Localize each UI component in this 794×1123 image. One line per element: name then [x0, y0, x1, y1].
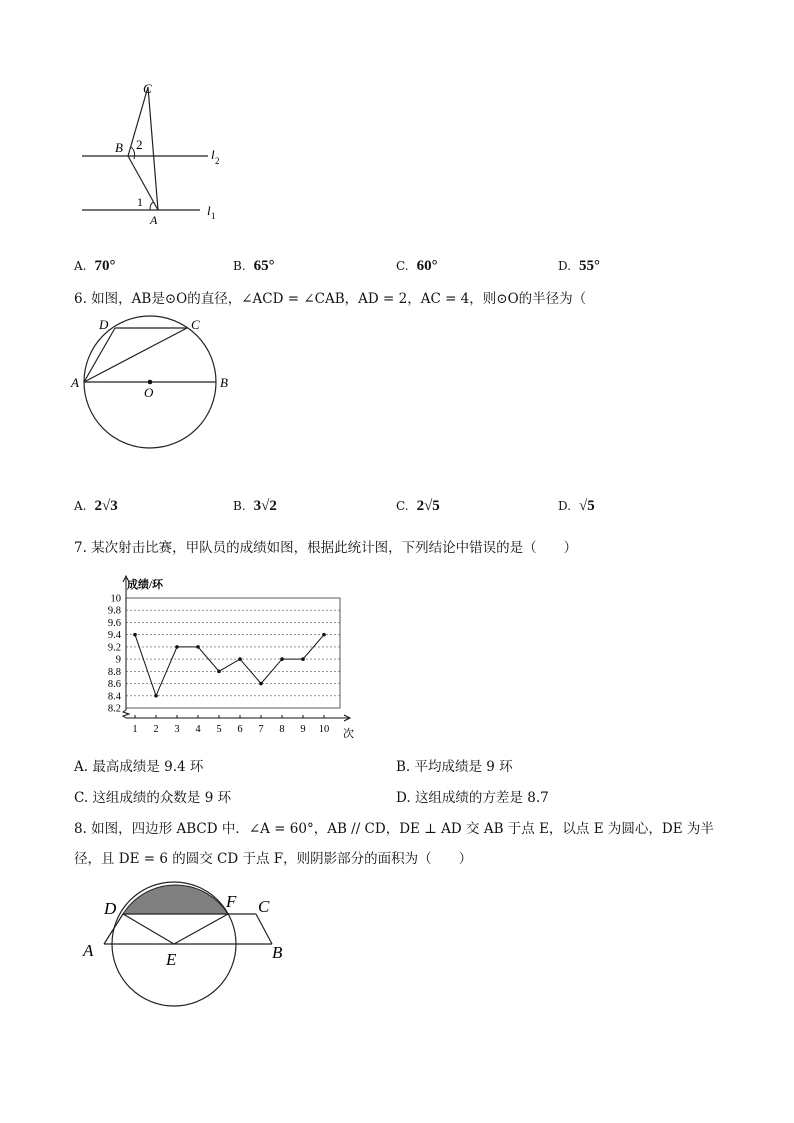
chart-x-tick-label: 1	[132, 724, 138, 735]
chart-x-tick-label: 8	[279, 724, 285, 735]
chart-x-tick-label: 2	[153, 724, 159, 735]
q8-figure	[80, 872, 300, 1017]
segment-ca	[148, 87, 158, 210]
option-value: 3√2	[253, 498, 277, 514]
label-d: D	[104, 899, 117, 918]
label-c: C	[258, 897, 270, 916]
label-b: B	[115, 140, 123, 155]
chart-x-axis-label: 次	[343, 728, 354, 740]
option-letter: C.	[74, 790, 89, 806]
option-value: √5	[579, 498, 595, 514]
label-b: B	[272, 943, 283, 962]
option-value: 65°	[253, 258, 275, 274]
chart-data-point	[154, 694, 158, 698]
option-letter: C.	[396, 259, 409, 273]
q7-line-chart	[98, 572, 368, 742]
chart-x-tick-label: 6	[237, 724, 243, 735]
chart-y-tick-label: 8.8	[107, 666, 121, 678]
chart-y-tick-label: 9.6	[107, 617, 121, 629]
option-letter: C.	[396, 499, 409, 513]
chart-y-tick-label: 10	[110, 593, 121, 605]
chart-y-tick-label: 9.8	[107, 605, 121, 617]
chart-y-tick-label: 9.2	[107, 642, 121, 654]
option-value: 2√3	[94, 498, 118, 514]
chart-y-tick-label: 8.2	[107, 703, 121, 715]
q6-option-a[interactable]	[74, 495, 118, 515]
chart-series-line	[135, 635, 324, 696]
q6-option-c[interactable]	[396, 495, 440, 515]
label-angle-1: 1	[137, 195, 143, 209]
label-c: C	[143, 81, 152, 96]
option-text: 最高成绩是 9.4 环	[92, 759, 204, 775]
chart-y-ticks	[108, 594, 122, 715]
option-letter: B.	[396, 759, 411, 775]
option-letter: D.	[558, 499, 572, 513]
q6-option-b[interactable]	[233, 495, 277, 515]
label-l1: l	[207, 203, 211, 218]
chart-data-point	[196, 645, 200, 649]
option-letter: B.	[233, 499, 246, 513]
chart-series	[133, 633, 326, 698]
option-value: 60°	[416, 258, 438, 274]
q7-option-a[interactable]	[74, 755, 203, 775]
segment-ef	[174, 914, 228, 944]
option-letter: B.	[233, 259, 246, 273]
chart-x-tick-label: 4	[195, 724, 201, 735]
chart-y-tick-label: 9	[115, 654, 121, 666]
q5-option-d[interactable]	[558, 255, 600, 275]
chart-x-tick-label: 3	[174, 724, 180, 735]
label-angle-2: 2	[136, 137, 143, 152]
label-b: B	[220, 375, 228, 390]
option-value: 55°	[579, 258, 601, 274]
chart-y-axis-label: 成绩/环	[127, 579, 164, 591]
q6-figure	[68, 312, 238, 472]
option-letter: A.	[74, 759, 89, 775]
option-text: 这组成绩的众数是 9 环	[92, 790, 232, 806]
q6-question: 6. 如图，AB是⊙O的直径，∠ACD = ∠CAB，AD = 2，AC = 4，则⊙O的半径为（	[74, 291, 587, 307]
chart-x-tick-label: 9	[300, 724, 306, 735]
q7-option-b[interactable]	[396, 755, 513, 775]
q7-option-d[interactable]	[396, 786, 549, 806]
label-l2-sub: 2	[215, 156, 220, 166]
q6-option-d[interactable]	[558, 495, 595, 515]
label-o: O	[144, 385, 154, 400]
segment-de	[123, 914, 174, 944]
label-a: A	[150, 213, 158, 227]
label-f: F	[226, 892, 237, 911]
angle-1-arc	[150, 202, 154, 210]
label-e: E	[166, 950, 177, 969]
chart-x-tick-label: 10	[318, 724, 330, 735]
label-d: D	[99, 317, 109, 332]
option-letter: A.	[74, 499, 87, 513]
chart-data-point	[322, 633, 326, 637]
chart-data-point	[217, 670, 221, 674]
label-a: A	[83, 941, 94, 960]
label-c: C	[191, 317, 200, 332]
q5-option-c[interactable]	[396, 255, 438, 275]
option-letter: D.	[558, 259, 572, 273]
q8-question-line-1: 8. 如图，四边形 ABCD 中．∠A = 60°，AB // CD，DE ⊥ AD 交 AB 于点 E，以点 E 为圆心，DE 为半	[74, 821, 714, 837]
shaded-region	[123, 885, 228, 914]
label-l2: l	[211, 147, 215, 162]
segment-cb	[256, 914, 272, 944]
chart-data-point	[238, 657, 242, 661]
chart-data-point	[175, 645, 179, 649]
chart-x-tick-label: 7	[258, 724, 264, 735]
label-l1-sub: 1	[211, 211, 216, 221]
q5-figure	[70, 75, 230, 235]
q7-option-c[interactable]	[74, 786, 231, 806]
chart-data-point	[133, 633, 137, 637]
chart-y-tick-label: 8.6	[107, 679, 121, 691]
label-a: A	[71, 375, 79, 390]
angle-2-arc	[131, 147, 135, 159]
chart-y-tick-label: 8.4	[107, 691, 121, 703]
chart-data-point	[259, 682, 263, 686]
segment-ad	[104, 914, 123, 944]
option-value: 2√5	[416, 498, 440, 514]
option-text: 这组成绩的方差是 8.7	[414, 790, 549, 806]
option-letter: A.	[74, 259, 87, 273]
q7-question: 7. 某次射击比赛，甲队员的成绩如图，根据此统计图，下列结论中错误的是（ ）	[74, 540, 578, 556]
q5-option-b[interactable]	[233, 255, 275, 275]
option-text: 平均成绩是 9 环	[414, 759, 513, 775]
q8-question-line-2: 径，且 DE = 6 的圆交 CD 于点 F，则阴影部分的面积为（ ）	[74, 851, 473, 867]
chart-y-tick-label: 9.4	[107, 630, 121, 642]
chart-data-point	[301, 657, 305, 661]
chart-x-tick-label: 5	[216, 724, 222, 735]
q5-option-a[interactable]	[74, 255, 115, 275]
option-letter: D.	[396, 790, 411, 806]
center-point-o	[148, 380, 153, 385]
option-value: 70°	[94, 258, 116, 274]
chart-data-point	[280, 657, 284, 661]
chart-y-axis-break	[123, 710, 129, 718]
